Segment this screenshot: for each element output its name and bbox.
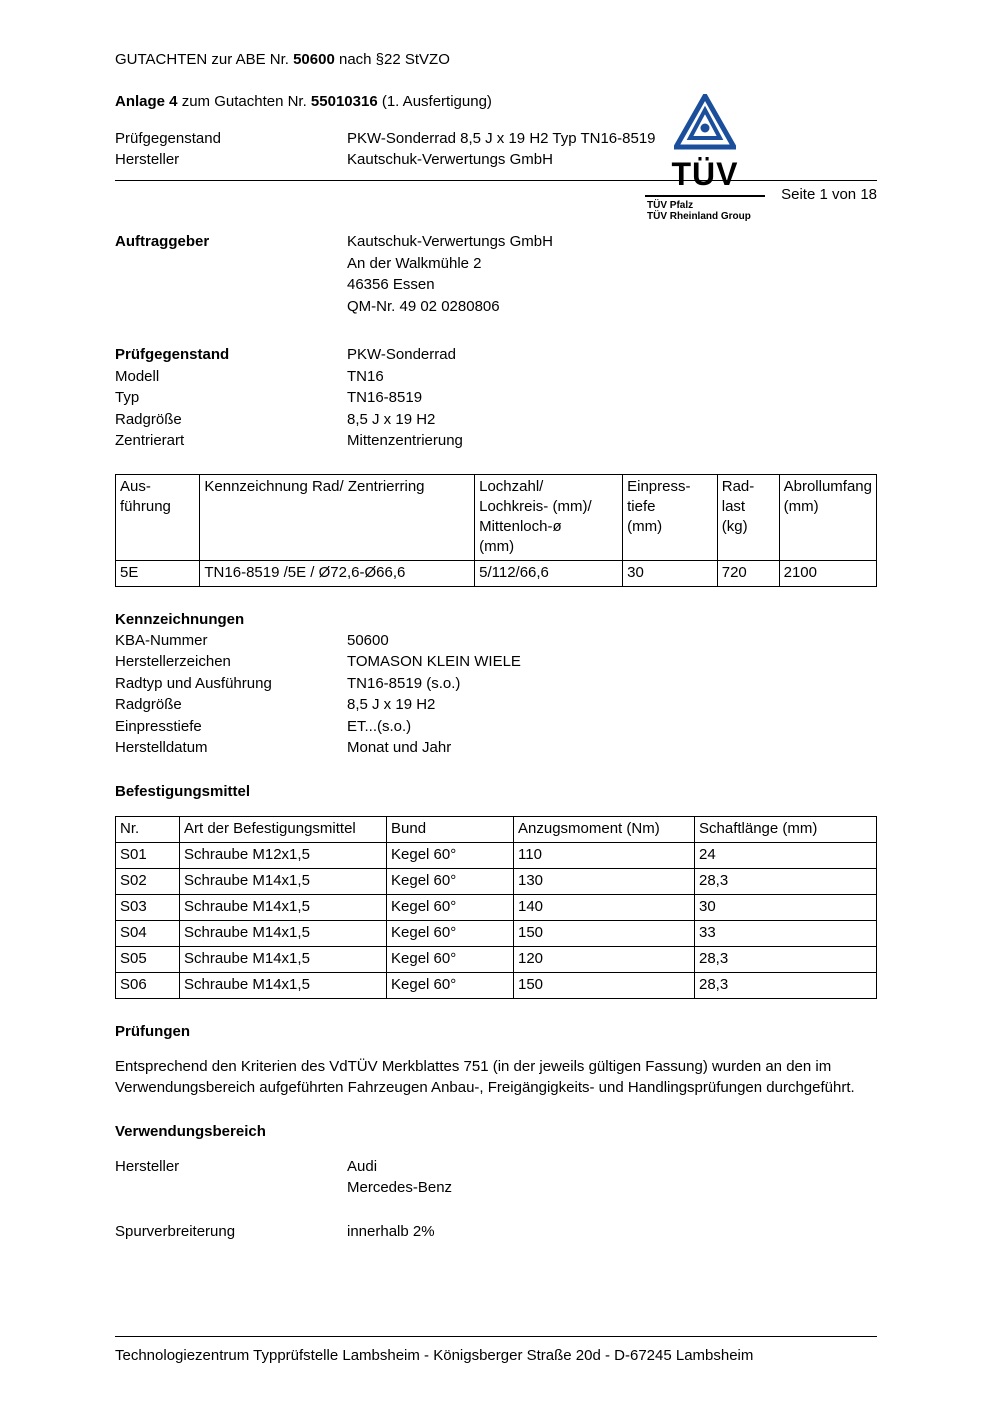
kennzeichnungen-value: 8,5 J x 19 H2 <box>347 696 436 713</box>
tuv-sublabel <box>645 195 765 222</box>
pruefgegenstand-title: Prüfgegenstand <box>115 346 230 363</box>
col-ausfuehrung <box>116 474 200 560</box>
cell-abrollumfang: 2100 <box>779 560 876 586</box>
anlage-mid: zum Gutachten Nr. <box>177 93 311 110</box>
kennzeichnungen-label: Herstellerzeichen <box>115 653 231 670</box>
spacer <box>115 452 877 474</box>
header-meta-label: Prüfgegenstand <box>115 130 221 147</box>
cell-anzugsmoment: 130 <box>514 868 695 894</box>
auftraggeber-row <box>115 296 553 318</box>
cell-art: Schraube M14x1,5 <box>180 894 387 920</box>
tuv-triangle-icon <box>674 94 736 150</box>
spacer <box>115 802 877 816</box>
cell-nr: S04 <box>116 920 180 946</box>
cell-schaftlaenge: 33 <box>695 920 877 946</box>
cell-schaftlaenge: 30 <box>695 894 877 920</box>
abe-title-line <box>115 50 877 70</box>
pruefgegenstand-value: 8,5 J x 19 H2 <box>347 410 436 428</box>
cell-art: Schraube M14x1,5 <box>180 972 387 998</box>
cell-anzugsmoment: 140 <box>514 894 695 920</box>
pruefgegenstand-row <box>115 430 463 452</box>
footer-text: Technologiezentrum Typprüfstelle Lambsheim - Königsberger Straße 20d - D-67245 Lambsheim <box>115 1347 754 1364</box>
tuv-logo <box>645 94 765 222</box>
kennzeichnungen-label: Radtyp und Ausführung <box>115 674 272 692</box>
verwendungsbereich-title: Verwendungsbereich <box>115 1122 266 1140</box>
table-row <box>116 560 877 586</box>
pruefgegenstand-label: Modell <box>115 367 160 385</box>
kennzeichnungen-row <box>115 716 521 738</box>
pruefgegenstand-row <box>115 409 463 431</box>
cell-einpresstiefe: 30 <box>623 560 718 586</box>
abe-number: 50600 <box>293 51 335 68</box>
col-schaftlaenge: Schaftlänge (mm) <box>695 816 877 842</box>
kennzeichnungen-block <box>115 630 521 759</box>
auftraggeber-row <box>115 253 553 275</box>
cell-schaftlaenge: 24 <box>695 842 877 868</box>
cell-nr: S06 <box>116 972 180 998</box>
document-footer <box>115 1336 877 1366</box>
kennzeichnungen-row <box>115 651 521 673</box>
cell-nr: S02 <box>116 868 180 894</box>
verwendungsbereich-block <box>115 1156 452 1243</box>
abe-title-suffix: nach §22 StVZO <box>334 51 450 68</box>
auftraggeber-value: QM-Nr. 49 02 0280806 <box>347 297 500 315</box>
col-anzugsmoment: Anzugsmoment (Nm) <box>514 816 695 842</box>
table-row <box>116 972 877 998</box>
cell-anzugsmoment: 110 <box>514 842 695 868</box>
table-row <box>116 868 877 894</box>
auftraggeber-block <box>115 231 553 317</box>
col-art: Art der Befestigungsmittel <box>180 816 387 842</box>
header-meta-table <box>115 128 656 170</box>
header-meta-value: PKW-Sonderrad 8,5 J x 19 H2 Typ TN16-8519 <box>347 130 656 147</box>
pruefgegenstand-label: Radgröße <box>115 410 182 428</box>
pruefgegenstand-label: Zentrierart <box>115 432 185 449</box>
table-row <box>116 920 877 946</box>
footer-divider <box>115 1336 877 1337</box>
cell-radlast: 720 <box>717 560 779 586</box>
kennzeichnungen-row <box>115 630 521 652</box>
spurverbreiterung-label: Spurverbreiterung <box>115 1222 236 1240</box>
cell-bund: Kegel 60° <box>387 946 514 972</box>
kennzeichnungen-value: TOMASON KLEIN WIELE <box>347 653 521 670</box>
col-ausfuehrung-line1: Aus- <box>120 477 151 495</box>
auftraggeber-value: Kautschuk-Verwertungs GmbH <box>347 233 553 250</box>
auftraggeber-value: An der Walkmühle 2 <box>347 254 482 272</box>
spacer <box>115 1142 877 1156</box>
pruefungen-title: Prüfungen <box>115 1022 190 1040</box>
anlage-label: Anlage 4 <box>115 93 178 110</box>
cell-nr: S05 <box>116 946 180 972</box>
verwendungsbereich-row <box>115 1177 452 1199</box>
tuv-sublabel-line1: TÜV Pfalz <box>647 200 694 211</box>
spurverbreiterung-row <box>115 1221 452 1243</box>
spacer <box>115 759 877 781</box>
kennzeichnungen-value: 50600 <box>347 631 389 649</box>
table-row <box>116 946 877 972</box>
gutachten-number: 55010316 <box>310 93 378 110</box>
cell-schaftlaenge: 28,3 <box>695 868 877 894</box>
col-abrollumfang: Abrollumfang (mm) <box>779 474 876 560</box>
kennzeichnungen-title: Kennzeichnungen <box>115 610 245 628</box>
col-ausfuehrung-line2: führung <box>120 497 171 515</box>
cell-schaftlaenge: 28,3 <box>695 972 877 998</box>
cell-kennzeichnung: TN16-8519 /5E / Ø72,6-Ø66,6 <box>200 560 475 586</box>
col-einpresstiefe: Einpress- tiefe (mm) <box>623 474 718 560</box>
col-lochzahl: Lochzahl/ Lochkreis- (mm)/ Mittenloch-ø (mm) <box>475 474 623 560</box>
header-meta-row <box>115 128 656 149</box>
page-indicator: Seite 1 von 18 <box>781 186 877 203</box>
spacer-row <box>115 1199 452 1221</box>
kennzeichnungen-row <box>115 694 521 716</box>
pruefgegenstand-label: Typ <box>115 389 140 406</box>
cell-art: Schraube M14x1,5 <box>180 946 387 972</box>
col-kennzeichnung: Kennzeichnung Rad/ Zentrierring <box>200 474 475 560</box>
pruefgegenstand-block <box>115 344 463 452</box>
befestigungsmittel-title: Befestigungsmittel <box>115 782 251 800</box>
wheel-spec-table <box>115 474 877 587</box>
auftraggeber-row <box>115 274 553 296</box>
kennzeichnungen-label: Einpresstiefe <box>115 717 202 735</box>
cell-anzugsmoment: 120 <box>514 946 695 972</box>
kennzeichnungen-row <box>115 737 521 759</box>
cell-art: Schraube M14x1,5 <box>180 920 387 946</box>
cell-ausfuehrung: 5E <box>116 560 200 586</box>
pruefgegenstand-value: PKW-Sonderrad <box>347 346 456 363</box>
cell-nr: S03 <box>116 894 180 920</box>
pruefgegenstand-value: Mittenzentrierung <box>347 432 463 449</box>
befestigungsmittel-table <box>115 816 877 999</box>
table-row <box>116 842 877 868</box>
verwendungsbereich-label: Hersteller <box>115 1157 180 1175</box>
kennzeichnungen-value: Monat und Jahr <box>347 739 452 756</box>
tuv-sublabel-line2: TÜV Rheinland Group <box>647 211 751 222</box>
cell-bund: Kegel 60° <box>387 972 514 998</box>
auftraggeber-row <box>115 231 553 253</box>
pruefungen-text: Entsprechend den Kriterien des VdTÜV Merkblattes 751 (in der jeweils gültigen Fassung) wurden an den im Verwendungsbereich aufgeführten Fahrzeugen Anbau-, Freigängigkeits- und Handlingsprüfungen durchgeführt. <box>115 1057 855 1096</box>
auftraggeber-title: Auftraggeber <box>115 233 210 250</box>
cell-bund: Kegel 60° <box>387 920 514 946</box>
spacer <box>115 1099 877 1121</box>
verwendungsbereich-value: Audi <box>347 1157 378 1175</box>
spurverbreiterung-value: innerhalb 2% <box>347 1222 435 1240</box>
cell-art: Schraube M14x1,5 <box>180 868 387 894</box>
spacer <box>115 587 877 609</box>
cell-schaftlaenge: 28,3 <box>695 946 877 972</box>
pruefgegenstand-row <box>115 344 463 366</box>
cell-nr: S01 <box>116 842 180 868</box>
tuv-wordmark: TÜV <box>671 156 739 192</box>
cell-anzugsmoment: 150 <box>514 972 695 998</box>
pruefgegenstand-value: TN16 <box>347 367 384 385</box>
header-meta-label: Hersteller <box>115 151 180 168</box>
cell-bund: Kegel 60° <box>387 894 514 920</box>
header-meta-value: Kautschuk-Verwertungs GmbH <box>347 151 553 168</box>
verwendungsbereich-value: Mercedes-Benz <box>347 1179 453 1196</box>
table-row <box>116 894 877 920</box>
spacer <box>115 317 877 344</box>
auftraggeber-value: 46356 Essen <box>347 276 435 293</box>
kennzeichnungen-label: Radgröße <box>115 696 182 713</box>
cell-bund: Kegel 60° <box>387 842 514 868</box>
pruefgegenstand-value: TN16-8519 <box>347 389 423 406</box>
pruefgegenstand-row <box>115 387 463 409</box>
kennzeichnungen-label: KBA-Nummer <box>115 631 208 649</box>
kennzeichnungen-label: Herstelldatum <box>115 739 208 756</box>
cell-bund: Kegel 60° <box>387 868 514 894</box>
cell-lochzahl: 5/112/66,6 <box>475 560 623 586</box>
table-header-row <box>116 474 877 560</box>
document-header <box>115 50 877 222</box>
kennzeichnungen-value: ET...(s.o.) <box>347 717 412 735</box>
anlage-suffix: (1. Ausfertigung) <box>377 93 492 110</box>
header-meta-row <box>115 149 656 170</box>
table-header-row <box>116 816 877 842</box>
col-nr: Nr. <box>116 816 180 842</box>
kennzeichnungen-value: TN16-8519 (s.o.) <box>347 674 461 692</box>
col-radlast: Rad- last (kg) <box>717 474 779 560</box>
spacer <box>115 1042 877 1056</box>
cell-anzugsmoment: 150 <box>514 920 695 946</box>
verwendungsbereich-row <box>115 1156 452 1178</box>
abe-title-prefix: GUTACHTEN zur ABE Nr. <box>115 51 294 68</box>
verwendungsbereich-label <box>115 1177 347 1199</box>
pruefgegenstand-row <box>115 366 463 388</box>
col-bund: Bund <box>387 816 514 842</box>
spacer <box>115 999 877 1021</box>
cell-art: Schraube M12x1,5 <box>180 842 387 868</box>
kennzeichnungen-row <box>115 673 521 695</box>
